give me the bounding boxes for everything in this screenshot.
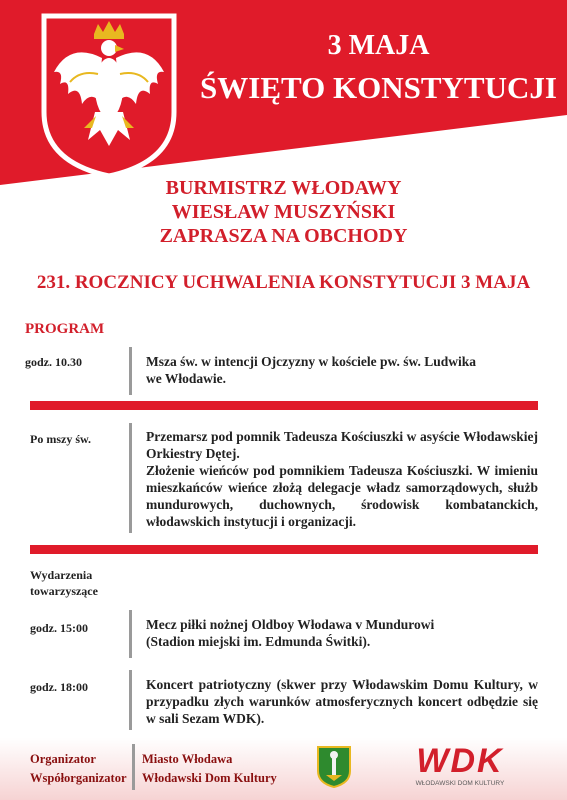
section-divider-2: [30, 545, 538, 554]
anniversary-headline: 231. ROCZNICY UCHWALENIA KONSTYTUCJI 3 MAJA: [36, 272, 531, 293]
concert-time: godz. 18:00: [30, 680, 88, 694]
mass-description: [146, 353, 546, 387]
invitation-line-1: BURMISTRZ WŁODAWY: [165, 177, 402, 199]
concert-divider: [129, 670, 132, 730]
march-text: Przemarsz pod pomnik Tadeusza Kościuszki w asyście Włodawskiej Orkiestry Dętej.: [146, 429, 538, 461]
wdk-logo-text: WDK: [416, 742, 504, 780]
coorganizer-name: Włodawski Dom Kultury: [142, 771, 277, 785]
program-label: PROGRAM: [25, 321, 105, 337]
wreath-text: Złożenie wieńców pod pomnikiem Tadeusza Kościuszki. W imieniu mieszkańców wieńce złożą delegacje władz samorządowych, służb mundurowych, duchownych, środowisk kombatanckich, włodawskich instytucji i organizacji.: [146, 463, 538, 529]
mass-divider: [129, 347, 132, 395]
invitation-line-3: ZAPRASZA NA OBCHODY: [159, 225, 408, 247]
polish-eagle-crest-icon: [40, 12, 178, 180]
organizer-name: Miasto Włodawa: [142, 752, 233, 766]
match-divider: [129, 610, 132, 658]
organizer-label: Organizator: [30, 752, 96, 766]
title-holiday: ŚWIĘTO KONSTYTUCJI: [200, 70, 557, 105]
coorganizer-label: Współorganizator: [30, 771, 127, 785]
concert-description: Koncert patriotyczny (skwer przy Włodawskim Domu Kultury, w przypadku złych warunków atmosferycznych koncert odbędzie się w sali Sezam WDK).: [146, 677, 538, 726]
wlodawa-coat-of-arms-icon: [316, 745, 352, 789]
footer-divider: [132, 744, 135, 790]
march-time: Po mszy św.: [30, 432, 91, 446]
wdk-logo-caption: WŁODAWSKI DOM KULTURY: [415, 780, 505, 787]
mass-time: godz. 10.30: [25, 355, 82, 369]
march-description: [146, 428, 538, 530]
side-events-label-1: Wydarzenia: [30, 568, 93, 582]
march-divider: [129, 423, 132, 533]
mass-line-2: we Włodawie.: [146, 371, 226, 386]
match-line-2: (Stadion miejski im. Edmunda Świtki).: [146, 634, 371, 649]
match-description: [146, 616, 546, 650]
match-time: godz. 15:00: [30, 621, 88, 635]
section-divider-1: [30, 401, 538, 410]
side-events-label-2: towarzyszące: [30, 584, 98, 598]
title-date: 3 MAJA: [327, 30, 430, 61]
mass-line-1: Msza św. w intencji Ojczyzny w kościele pw. św. Ludwika: [146, 354, 477, 369]
invitation-line-2: WIESŁAW MUSZYŃSKI: [171, 201, 396, 223]
match-line-1: Mecz piłki nożnej Oldboy Włodawa v Mundurowi: [146, 617, 435, 632]
wdk-logo-icon: [405, 744, 515, 794]
